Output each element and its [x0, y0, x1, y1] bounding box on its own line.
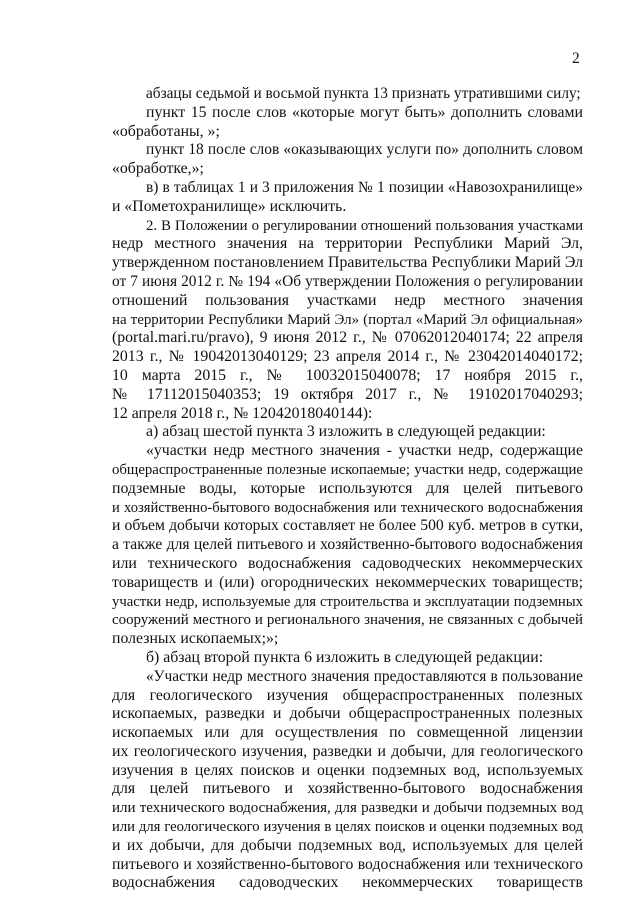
text-line: от 7 июня 2012 г. № 194 «Об утверждении Положения о регулировании — [112, 272, 583, 290]
text-line: для целей питьевого и хозяйственно-бытового водоснабжения — [112, 780, 583, 798]
text-line: «участки недр местного значения - участки недр, содержащие — [146, 442, 583, 460]
text-line: 2013 г., № 19042013040129; 23 апреля 2014 г., № 23042014040172; — [112, 348, 583, 366]
text-line: в) в таблицах 1 и 3 приложения № 1 позиции «Навозохранилище» — [146, 178, 583, 196]
text-line: абзацы седьмой и восьмой пункта 13 признать утратившими силу; — [146, 85, 581, 102]
text-line: для геологического изучения общераспространенных полезных — [112, 686, 583, 704]
text-line: товариществ и (или) огороднических некоммерческих товариществ; — [112, 573, 583, 591]
text-line: б) абзац второй пункта 6 изложить в следующей редакции: — [146, 648, 544, 666]
text-line: 10 марта 2015 г., № 10032015040078; 17 ноября 2015 г., — [112, 366, 583, 384]
text-line: или технического водоснабжения садоводческих некоммерческих — [112, 554, 583, 572]
text-line: подземные воды, которые используются для целей питьевого — [112, 479, 583, 497]
text-line: полезных ископаемых;»; — [112, 630, 279, 648]
text-line: отношений пользования участками недр местного значения — [112, 291, 583, 309]
text-line: их геологического изучения, разведки и добычи, для геологического — [112, 742, 583, 760]
text-line: изучения в целях поисков и оценки подземных вод, используемых — [112, 761, 583, 779]
text-line: общераспространенные полезные ископаемые; участки недр, содержащие — [112, 461, 583, 478]
text-line: на территории Республики Марий Эл» (портал «Марий Эл официальная» — [112, 311, 583, 328]
text-line: водоснабжения садоводческих некоммерческих товариществ — [112, 874, 583, 892]
text-line: а) абзац шестой пункта 3 изложить в следующей редакции: — [146, 423, 546, 441]
text-line: 2. В Положении о регулировании отношений пользования участками — [146, 217, 583, 234]
text-line: сооружений местного и регионального значения, не связанных с добычей — [112, 612, 583, 629]
text-line: или для геологического изучения в целях поисков и оценки подземных вод — [112, 819, 583, 836]
text-line: «Участки недр местного значения предоставляются в пользование — [146, 667, 583, 685]
text-line: и их добычи, для добычи подземных вод, используемых для целей — [112, 836, 583, 854]
document-body — [112, 85, 583, 893]
text-line: ископаемых или для осуществления по совмещенной лицензии — [112, 724, 583, 742]
text-line: и хозяйственно-бытового водоснабжения или технического водоснабжения — [112, 499, 583, 516]
text-line: «обработаны, »; — [112, 122, 220, 140]
text-line: пункт 15 после слов «которые могут быть» дополнить словами — [146, 103, 583, 121]
text-line: (portal.mari.ru/pravo), 9 июня 2012 г., № 07062012040174; 22 апреля — [112, 329, 583, 347]
text-line: или технического водоснабжения, для разведки и добычи подземных вод — [112, 800, 583, 817]
text-line: а также для целей питьевого и хозяйственно-бытового водоснабжения — [112, 536, 583, 554]
text-line: 12 апреля 2018 г., № 12042018040144): — [112, 404, 373, 422]
text-line: и «Пометохранилище» исключить. — [112, 197, 347, 215]
text-line: участки недр, используемые для строительства и эксплуатации подземных — [112, 593, 583, 610]
text-line: утвержденном постановлением Правительства Республики Марий Эл — [112, 254, 583, 272]
text-line: ископаемых, разведки и добычи общераспространенных полезных — [112, 705, 583, 723]
text-line: пункт 18 после слов «оказывающих услуги по» дополнить словом — [146, 141, 583, 159]
text-line: недр местного значения на территории Республики Марий Эл, — [112, 235, 583, 253]
text-line: № 17112015040353; 19 октября 2017 г., № 19102017040293; — [112, 385, 583, 403]
text-line: «обработке,»; — [112, 160, 204, 178]
page-number: 2 — [572, 50, 580, 67]
text-line: питьевого и хозяйственно-бытового водоснабжения или технического — [112, 855, 583, 873]
text-line: и объем добычи которых составляет не более 500 куб. метров в сутки, — [112, 517, 583, 535]
